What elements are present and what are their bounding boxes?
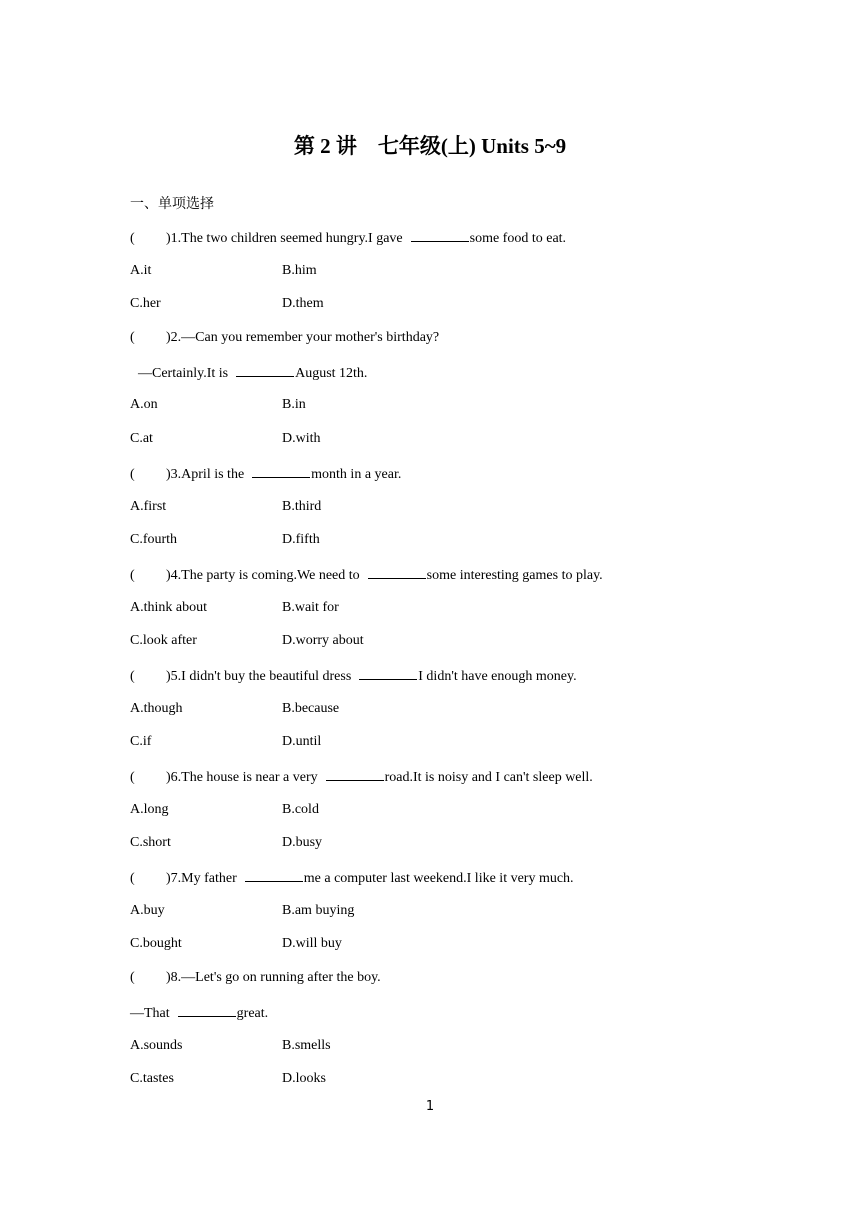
answer-paren: ( (130, 567, 135, 583)
option-c: C.if (130, 734, 152, 750)
question-4-stem: ( )4.The party is coming.We need to some interesting games to play. (130, 564, 770, 598)
answer-blank (178, 1002, 236, 1017)
question-8-reply: —That great. (130, 1002, 770, 1036)
option-b: B.cold (282, 801, 319, 817)
question-2-reply: —Certainly.It is August 12th. (130, 362, 770, 396)
option-c: C.her (130, 296, 161, 312)
option-b: B.him (282, 262, 317, 278)
option-d: D.until (282, 734, 322, 750)
option-d: D.with (282, 431, 321, 447)
question-2-options-row-1 (130, 395, 770, 429)
answer-paren: ( (130, 770, 135, 785)
option-b: B.smells (282, 1037, 331, 1053)
option-a: A.sounds (130, 1037, 183, 1053)
question-6-stem: ( )6.The house is near a very road.It is noisy and I can't sleep well. (130, 766, 770, 800)
option-a: A.first (130, 498, 167, 514)
option-c: C.bought (130, 936, 182, 952)
option-a: A.buy (130, 902, 165, 918)
option-b: B.am buying (282, 902, 355, 918)
question-6-options-row-2 (130, 833, 770, 867)
question-7-options-row-1 (130, 901, 770, 935)
option-d: D.busy (282, 835, 323, 851)
question-4-options-row-2 (130, 631, 770, 665)
answer-blank (359, 665, 417, 680)
question-2-options-row-2 (130, 429, 770, 463)
answer-blank (411, 227, 469, 242)
option-c: C.fourth (130, 532, 178, 548)
question-2-stem: ( )2.—Can you remember your mother's birthday? (130, 328, 770, 362)
option-c: C.look after (130, 633, 197, 649)
option-a: A.long (130, 801, 169, 817)
option-b: B.wait for (282, 599, 339, 615)
option-b: B.because (282, 700, 340, 716)
option-d: D.looks (282, 1071, 326, 1087)
answer-paren: ( (130, 466, 135, 482)
page-number: 1 (425, 1099, 435, 1114)
question-8-options-row-2 (130, 1069, 770, 1103)
question-3-options-row-2 (130, 530, 770, 564)
question-4-options-row-1 (130, 598, 770, 632)
option-a: A.think about (130, 599, 207, 615)
answer-paren: ( (130, 231, 135, 246)
section-heading: 一、单项选择 (130, 196, 214, 212)
question-8-options-row-1 (130, 1036, 770, 1070)
question-1-options-row-2 (130, 294, 770, 328)
option-d: D.will buy (282, 936, 342, 952)
question-5-options-row-1 (130, 699, 770, 733)
answer-paren: ( (130, 330, 135, 346)
option-a: A.on (130, 397, 158, 413)
answer-paren: ( (130, 970, 135, 986)
answer-blank (236, 362, 294, 377)
option-c: C.tastes (130, 1071, 174, 1087)
option-c: C.short (130, 835, 171, 851)
option-d: D.them (282, 296, 324, 312)
answer-paren: ( (130, 668, 135, 684)
answer-blank (252, 463, 310, 478)
option-d: D.worry about (282, 633, 364, 649)
question-6-options-row-1 (130, 800, 770, 834)
question-5-stem: ( )5.I didn't buy the beautiful dress I didn't have enough money. (130, 665, 770, 699)
question-3-options-row-1 (130, 497, 770, 531)
option-b: B.third (282, 498, 322, 514)
option-c: C.at (130, 431, 153, 447)
question-list (130, 227, 770, 1103)
question-5-options-row-2 (130, 732, 770, 766)
option-a: A.it (130, 262, 152, 278)
page-title: 第 2 讲 七年级(上) Units 5~9 (293, 134, 567, 158)
option-d: D.fifth (282, 532, 320, 548)
answer-blank (245, 867, 303, 882)
option-b: B.in (282, 397, 306, 413)
answer-blank (326, 766, 384, 781)
question-1-stem: ( )1.The two children seemed hungry.I gave some food to eat. (130, 227, 770, 261)
answer-paren: ( (130, 871, 135, 887)
question-7-options-row-2 (130, 934, 770, 968)
question-3-stem: ( )3.April is the month in a year. (130, 463, 770, 497)
answer-blank (368, 564, 426, 579)
question-8-stem: ( )8.—Let's go on running after the boy. (130, 968, 770, 1002)
option-a: A.though (130, 700, 183, 716)
question-1-options-row-1 (130, 261, 770, 295)
question-7-stem: ( )7.My father me a computer last weekend.I like it very much. (130, 867, 770, 901)
